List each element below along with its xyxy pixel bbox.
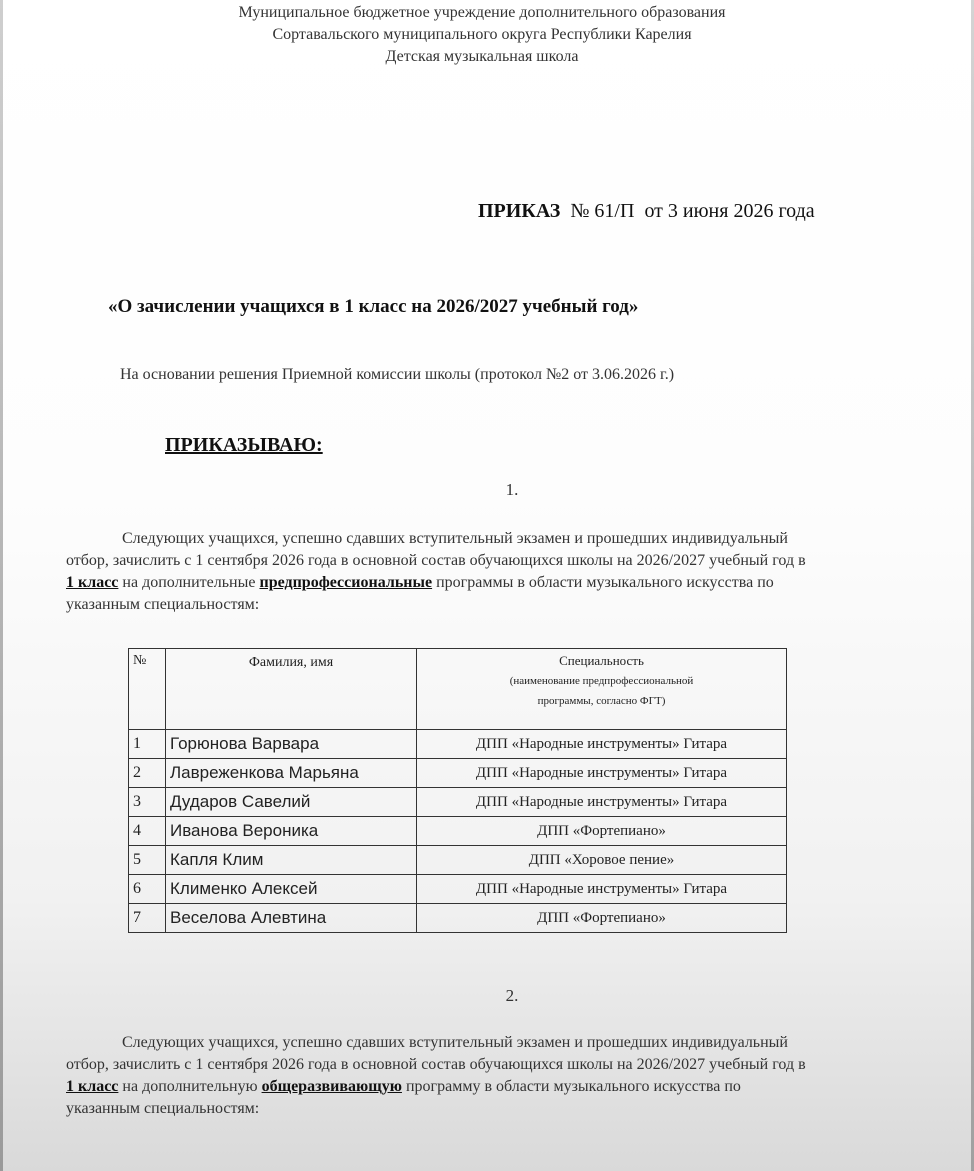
section-1-text-after: программы в области музыкального искусства по указанным специальностям:	[66, 574, 774, 613]
section-2-text-middle: на дополнительную	[118, 1078, 262, 1095]
row-name: Лавреженкова Марьяна	[166, 759, 417, 788]
row-specialty: ДПП «Народные инструменты» Гитара	[417, 759, 787, 788]
section-1-number: 1.	[505, 480, 519, 499]
order-directive: ПРИКАЗЫВАЮ:	[165, 434, 323, 456]
row-specialty: ДПП «Фортепиано»	[417, 904, 787, 933]
order-subject: «О зачислении учащихся в 1 класс на 2026/2027 учебный год»	[108, 296, 639, 317]
table-row	[129, 846, 787, 875]
row-name: Горюнова Варвара	[166, 730, 417, 759]
table-row	[129, 730, 787, 759]
row-specialty: ДПП «Народные инструменты» Гитара	[417, 788, 787, 817]
header-line-3: Детская музыкальная школа	[385, 48, 579, 65]
order-number: № 61/П	[570, 200, 635, 222]
section-1-text-before: Следующих учащихся, успешно сдавших вступительный экзамен и прошедших индивидуальный отбор, зачислить с 1 сентября 2026 года в основной состав обучающихся школы на 2026/2027 учебный год в	[66, 530, 806, 569]
header-name: Фамилия, имя	[166, 649, 417, 730]
row-num: 2	[129, 759, 166, 788]
table-row	[129, 759, 787, 788]
row-specialty: ДПП «Народные инструменты» Гитара	[417, 730, 787, 759]
section-2-number: 2.	[505, 986, 519, 1005]
table-row	[129, 875, 787, 904]
row-specialty: ДПП «Фортепиано»	[417, 817, 787, 846]
header-line-1: Муниципальное бюджетное учреждение дополнительного образования	[238, 4, 726, 21]
section-2-text	[66, 1032, 806, 1120]
section-2-class-label: 1 класс	[66, 1078, 119, 1095]
section-2-text-before: Следующих учащихся, успешно сдавших вступительный экзамен и прошедших индивидуальный отбор, зачислить с 1 сентября 2026 года в основной состав обучающихся школы на 2026/2027 учебный год в	[66, 1034, 806, 1073]
section-1-text	[66, 528, 806, 616]
order-word: ПРИКАЗ	[478, 200, 561, 222]
institution-header	[0, 2, 974, 68]
table-header-row	[129, 649, 787, 730]
row-num: 7	[129, 904, 166, 933]
row-num: 1	[129, 730, 166, 759]
section-2-text-after: программу в области музыкального искусства по указанным специальностям:	[66, 1078, 741, 1117]
row-num: 4	[129, 817, 166, 846]
order-basis: На основании решения Приемной комиссии школы (протокол №2 от 3.06.2026 г.)	[120, 366, 675, 383]
order-date: от 3 июня 2026 года	[644, 200, 815, 222]
order-title	[478, 200, 815, 223]
row-specialty: ДПП «Народные инструменты» Гитара	[417, 875, 787, 904]
row-num: 5	[129, 846, 166, 875]
row-name: Клименко Алексей	[166, 875, 417, 904]
row-name: Капля Клим	[166, 846, 417, 875]
row-name: Иванова Вероника	[166, 817, 417, 846]
row-name: Дударов Савелий	[166, 788, 417, 817]
header-num: №	[129, 649, 166, 730]
row-name: Веселова Алевтина	[166, 904, 417, 933]
header-spec-line-3: программы, согласно ФГТ)	[537, 695, 666, 707]
row-num: 3	[129, 788, 166, 817]
section-1-text-middle: на дополнительные	[118, 574, 260, 591]
header-specialty	[417, 649, 787, 730]
table-row	[129, 904, 787, 933]
students-table	[128, 648, 787, 933]
section-2-program-type: общеразвивающую	[261, 1078, 402, 1095]
table-row	[129, 817, 787, 846]
header-spec-line-1: Специальность	[559, 653, 644, 668]
header-spec-line-2: (наименование предпрофессиональной	[509, 675, 694, 687]
table-row	[129, 788, 787, 817]
row-specialty: ДПП «Хоровое пение»	[417, 846, 787, 875]
section-1-program-type: предпрофессиональные	[259, 574, 433, 591]
header-line-2: Сортавальского муниципального округа Республики Карелия	[272, 26, 692, 43]
section-1-class-label: 1 класс	[66, 574, 119, 591]
row-num: 6	[129, 875, 166, 904]
